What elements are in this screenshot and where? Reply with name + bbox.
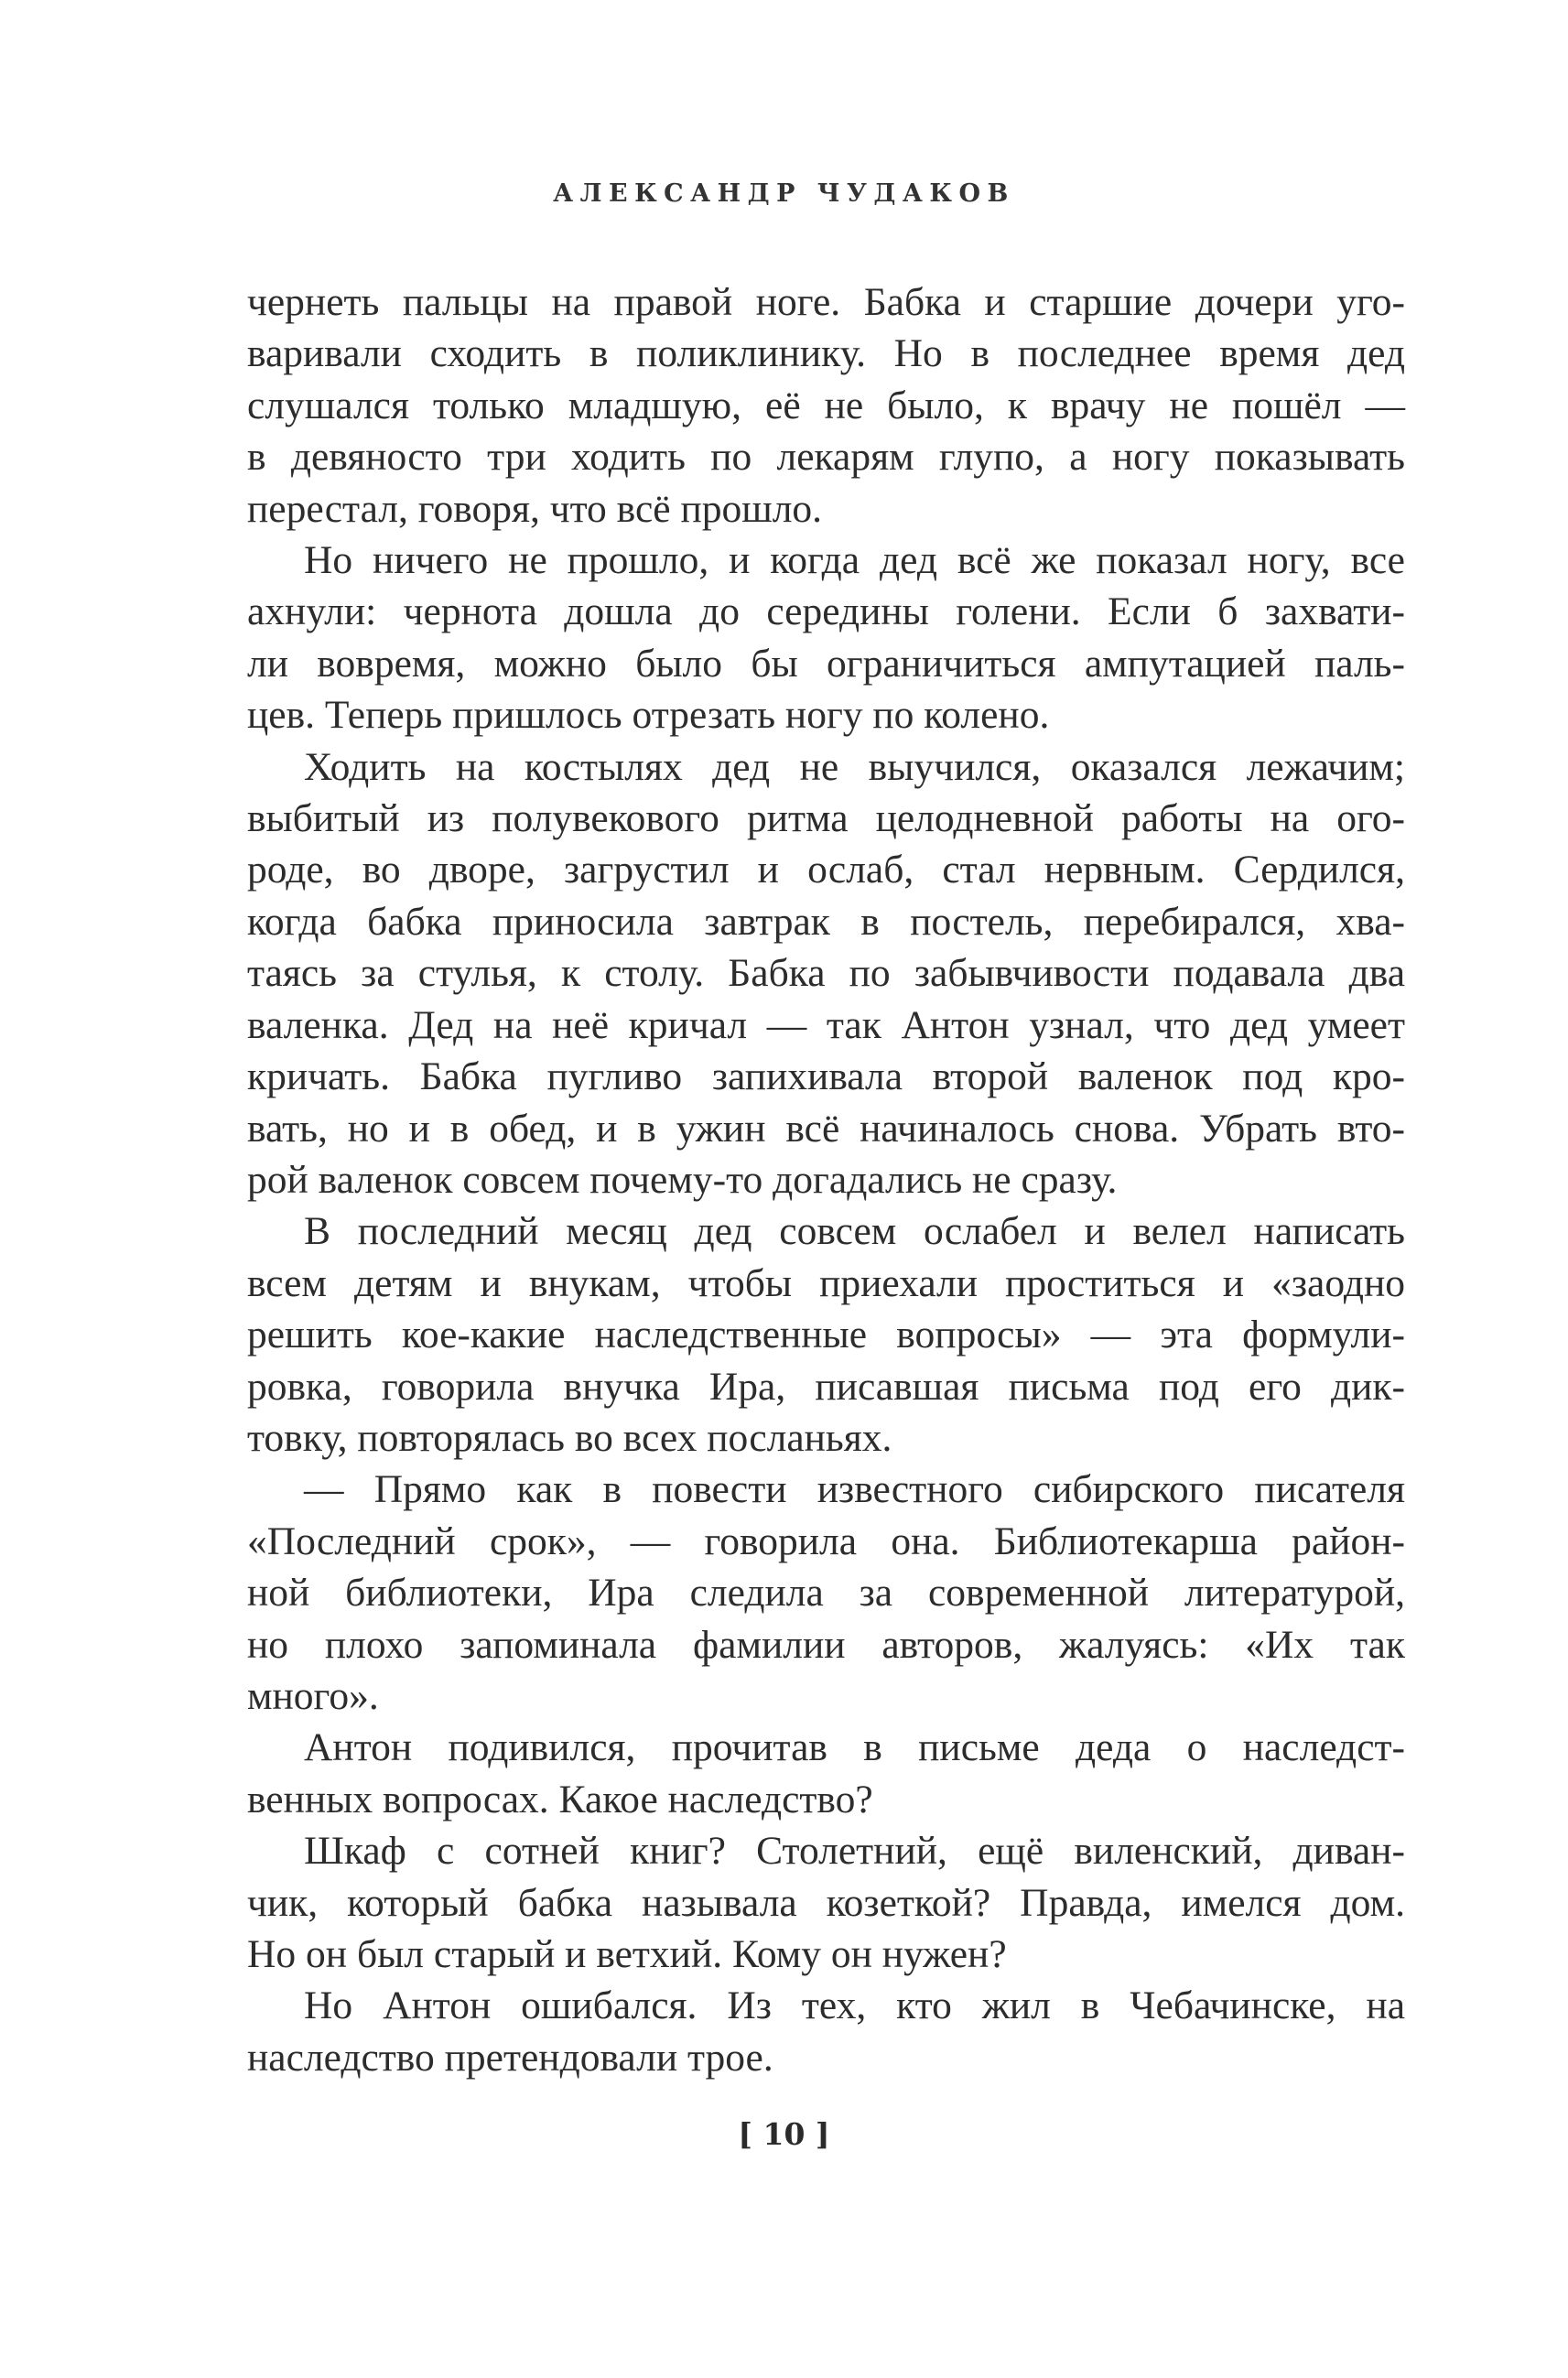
text-line: Но он был старый и ветхий. Кому он нужен? — [247, 1932, 1007, 1976]
text-line: цев. Теперь пришлось отрезать ногу по колено. — [247, 693, 1050, 738]
paragraph — [247, 535, 1405, 741]
text-line: Антон подивился, прочитав в письме деда о наследст- — [304, 1725, 1405, 1770]
text-line: ной библиотеки, Ира следила за современной литературой, — [247, 1571, 1405, 1616]
text-line: — Прямо как в повести известного сибирского писателя — [304, 1467, 1405, 1512]
text-line: Шкаф с сотней книг? Столетний, ещё виленский, диван- — [304, 1829, 1405, 1874]
text-line: наследство претендовали трое. — [247, 2035, 773, 2080]
text-line: Но ничего не прошло, и когда дед всё же показал ногу, все — [304, 538, 1405, 583]
text-line: ровка, говорила внучка Ира, писавшая письма под его дик- — [247, 1364, 1405, 1409]
text-line: чик, который бабка называла козеткой? Правда, имелся дом. — [247, 1880, 1405, 1925]
text-line: Но Антон ошибался. Из тех, кто жил в Чебачинске, на — [304, 1983, 1405, 2028]
text-line: кричать. Бабка пугливо запихивала второй валенок под кро- — [247, 1054, 1405, 1099]
paragraph — [247, 1205, 1405, 1464]
text-line: чернеть пальцы на правой ноге. Бабка и старшие дочери уго- — [247, 280, 1405, 324]
paragraph — [247, 1980, 1405, 2083]
text-line: всем детям и внукам, чтобы приехали проститься и «заодно — [247, 1260, 1405, 1305]
body-text — [247, 276, 1405, 2083]
text-line: таясь за стулья, к столу. Бабка по забывчивости подавала два — [247, 951, 1405, 996]
text-line: валенка. Дед на неё кричал — так Антон узнал, что дед умеет — [247, 1002, 1405, 1047]
text-line: венных вопросах. Какое наследство? — [247, 1777, 873, 1821]
paragraph — [247, 741, 1405, 1206]
text-line: роде, во дворе, загрустил и ослаб, стал нервным. Сердился, — [247, 848, 1405, 892]
text-line: рой валенок совсем почему-то догадались не сразу. — [247, 1157, 1118, 1202]
running-head: АЛЕКСАНДР ЧУДАКОВ — [553, 179, 1015, 208]
paragraph — [247, 1722, 1405, 1825]
text-line: выбитый из полувекового ритма целодневной работы на ого- — [247, 796, 1405, 841]
text-line: в девяносто три ходить по лекарям глупо, а ногу показывать — [247, 435, 1405, 480]
paragraph — [247, 1464, 1405, 1722]
text-line: Ходить на костылях дед не выучился, оказался лежачим; — [304, 744, 1405, 789]
text-line: перестал, говоря, что всё прошло. — [247, 486, 823, 531]
text-line: варивали сходить в поликлинику. Но в последнее время дед — [247, 331, 1405, 376]
text-line: слушался только младшую, её не было, к врачу не пошёл — — [247, 383, 1405, 427]
text-line: ахнули: чернота дошла до середины голени. Если б захвати- — [247, 589, 1405, 634]
text-line: решить кое-какие наследственные вопросы» — эта формули- — [247, 1313, 1405, 1357]
paragraph — [247, 276, 1405, 535]
text-line: товку, повторялась во всех посланьях. — [247, 1415, 892, 1460]
text-line: но плохо запоминала фамилии авторов, жалуясь: «Их так — [247, 1622, 1405, 1667]
text-line: «Последний срок», — говорила она. Библиотекарша район- — [247, 1519, 1405, 1563]
text-line: В последний месяц дед совсем ослабел и велел написать — [304, 1209, 1405, 1254]
text-line: ли вовремя, можно было бы ограничиться ампутацией паль- — [247, 641, 1405, 686]
text-line: вать, но и в обед, и в ужин всё начиналось снова. Убрать вто- — [247, 1106, 1405, 1151]
text-line: много». — [247, 1673, 379, 1718]
text-line: когда бабка приносила завтрак в постель, перебирался, хва- — [247, 899, 1405, 944]
page-number: [ 10 ] — [738, 2116, 830, 2152]
paragraph — [247, 1825, 1405, 1980]
